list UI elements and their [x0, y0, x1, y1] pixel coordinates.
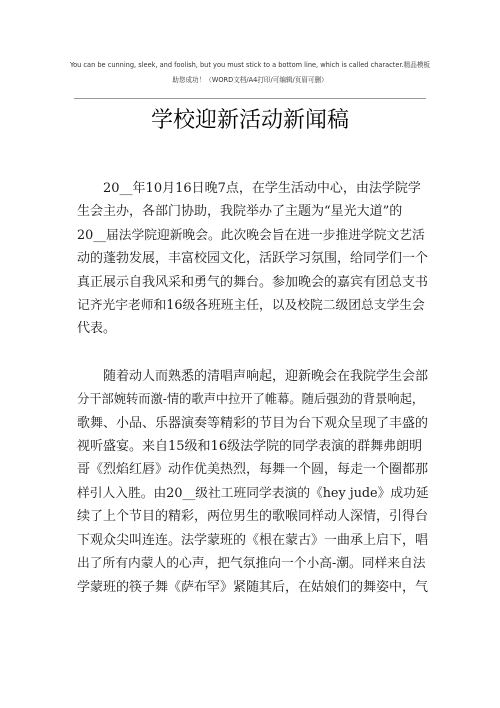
text-line: 样引人入胜。由20__级社工班同学表演的《hey jude》成功延 — [77, 485, 429, 501]
text-line: 学蒙班的筷子舞《萨布罕》紧随其后，在姑娘们的舞姿中，气 — [77, 579, 429, 595]
text-line: 代表。 — [77, 321, 117, 337]
text-line: 20__届法学院迎新晚会。此次晚会旨在进一步推进学院文艺活 — [77, 227, 425, 243]
header-template-note: 助您成功！（WORD文档/A4打印/可编辑/页眉可删） — [172, 76, 328, 84]
text-line: 歌舞、小品、乐器演奏等精彩的节目为台下观众呈现了丰盛的 — [77, 415, 429, 431]
page-header — [0, 58, 500, 88]
text-line: 下观众尖叫连连。法学蒙班的《根在蒙古》一曲承上启下，唱 — [77, 532, 429, 548]
header-motto: You can be cunning, sleek, and foolish, but you must stick to a bottom line, which is called character.精品模板 — [69, 61, 431, 69]
text-line: 20__年10月16日晚7点，在学生活动中心，由法学院学 — [77, 181, 421, 196]
text-line: 记齐光宇老师和16级各班班主任，以及校院二级团总支学生会 — [77, 298, 425, 314]
text-line: 分干部婉转而激-情的歌声中拉开了帷幕。随后强劲的背景响起， — [77, 392, 425, 407]
text-line: 随着动人而熟悉的清唱声响起，迎新晚会在我院学生会部 — [77, 368, 429, 384]
paragraph-1 — [77, 177, 429, 341]
document-title: 学校迎新活动新闻稿 — [150, 108, 349, 133]
text-line: 生会主办，各部门协助，我院举办了主题为“星光大道”的 — [77, 204, 403, 220]
text-line: 视听盛宴。来自15级和16级法学院的同学表演的群舞弗朗明 — [77, 439, 423, 455]
document-body — [77, 177, 429, 599]
header-divider — [74, 98, 426, 99]
text-line: 出了所有内蒙人的心声，把气氛推向一个小高-潮。同样来自法 — [77, 556, 426, 572]
text-line: 真正展示自我风采和勇气的舞台。参加晚会的嘉宾有团总支书 — [77, 274, 429, 290]
text-line: 哥《烈焰红唇》动作优美热烈，每舞一个圆，每走一个圈都那 — [77, 462, 429, 478]
paragraph-2 — [77, 365, 429, 599]
text-line: 动的蓬勃发展，丰富校园文化，活跃学习氛围，给同学们一个 — [77, 251, 429, 267]
text-line: 续了上个节目的精彩，两位男生的歌喉同样动人深情，引得台 — [77, 509, 429, 525]
